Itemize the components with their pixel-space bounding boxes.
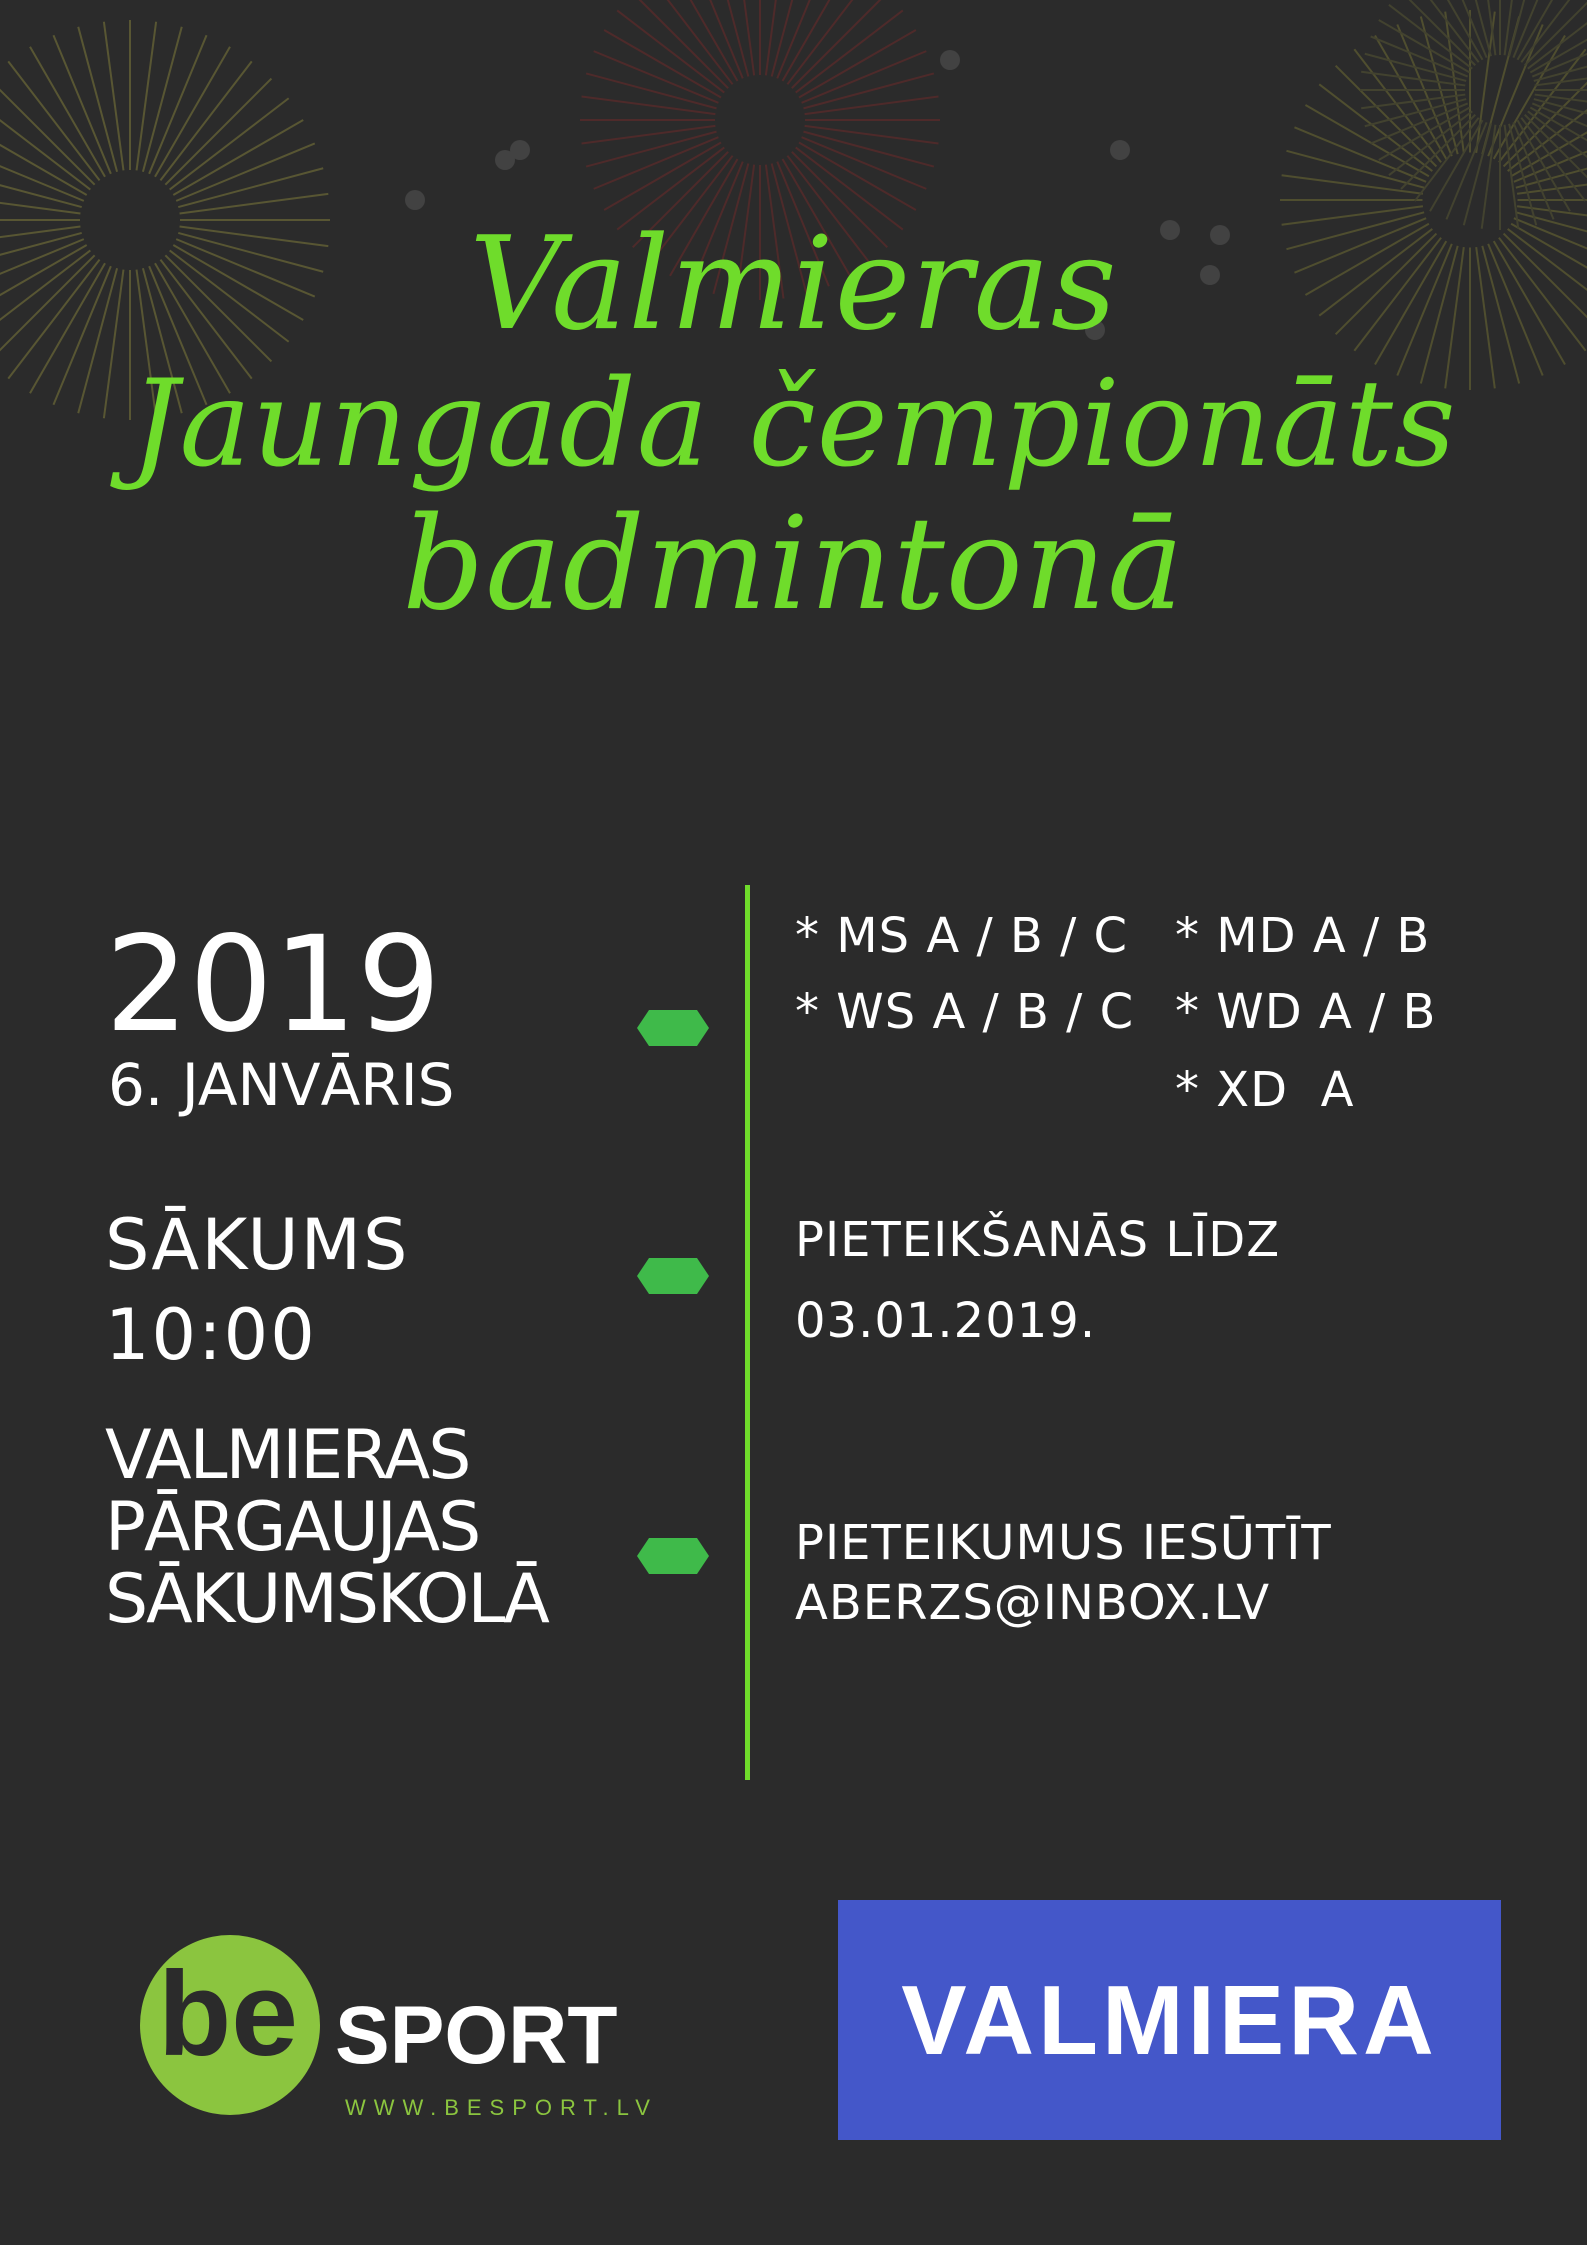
divider-line — [745, 885, 750, 1780]
besport-logo — [130, 1935, 710, 2135]
diamond-marker-1 — [637, 1010, 709, 1046]
venue — [105, 1416, 548, 1639]
title-line-2: Jaungada čempionāts — [130, 355, 1457, 494]
title-line-3: badmintonā — [402, 490, 1185, 639]
venue-line-2: PĀRGAUJAS — [105, 1488, 480, 1567]
venue-line-1: VALMIERAS — [105, 1416, 470, 1495]
valmiera-logo-text: VALMIERA — [901, 1964, 1438, 2075]
venue-line-3: SĀKUMSKOLĀ — [105, 1560, 548, 1639]
submit-label: PIETEIKUMUS IESŪTĪT — [795, 1515, 1332, 1571]
start-label: SĀKUMS — [105, 1204, 410, 1286]
besport-logo-url: WWW.BESPORT.LV — [345, 2095, 658, 2120]
besport-logo-sport: SPORT — [335, 1990, 618, 2081]
deadline-date: 03.01.2019. — [795, 1293, 1097, 1349]
diamond-marker-2 — [637, 1258, 709, 1294]
event-date: 6. JANVĀRIS — [108, 1051, 455, 1119]
start-time: 10:00 — [105, 1294, 317, 1376]
deadline-label: PIETEIKŠANĀS LĪDZ — [795, 1212, 1281, 1268]
event-year: 2019 — [105, 908, 441, 1062]
event-ws: * WS A / B / C — [795, 984, 1135, 1040]
event-md: * MD A / B — [1175, 908, 1431, 964]
diamond-marker-3 — [637, 1538, 709, 1574]
besport-logo-be: be — [158, 1947, 299, 2081]
title-line-1: Valmieras — [469, 210, 1118, 359]
valmiera-logo — [838, 1900, 1501, 2140]
event-xd: * XD A — [1175, 1062, 1355, 1118]
event-wd: * WD A / B — [1175, 984, 1437, 1040]
event-ms: * MS A / B / C — [795, 908, 1129, 964]
title — [0, 210, 1587, 639]
submit-email: ABERZS@INBOX.LV — [795, 1575, 1271, 1631]
